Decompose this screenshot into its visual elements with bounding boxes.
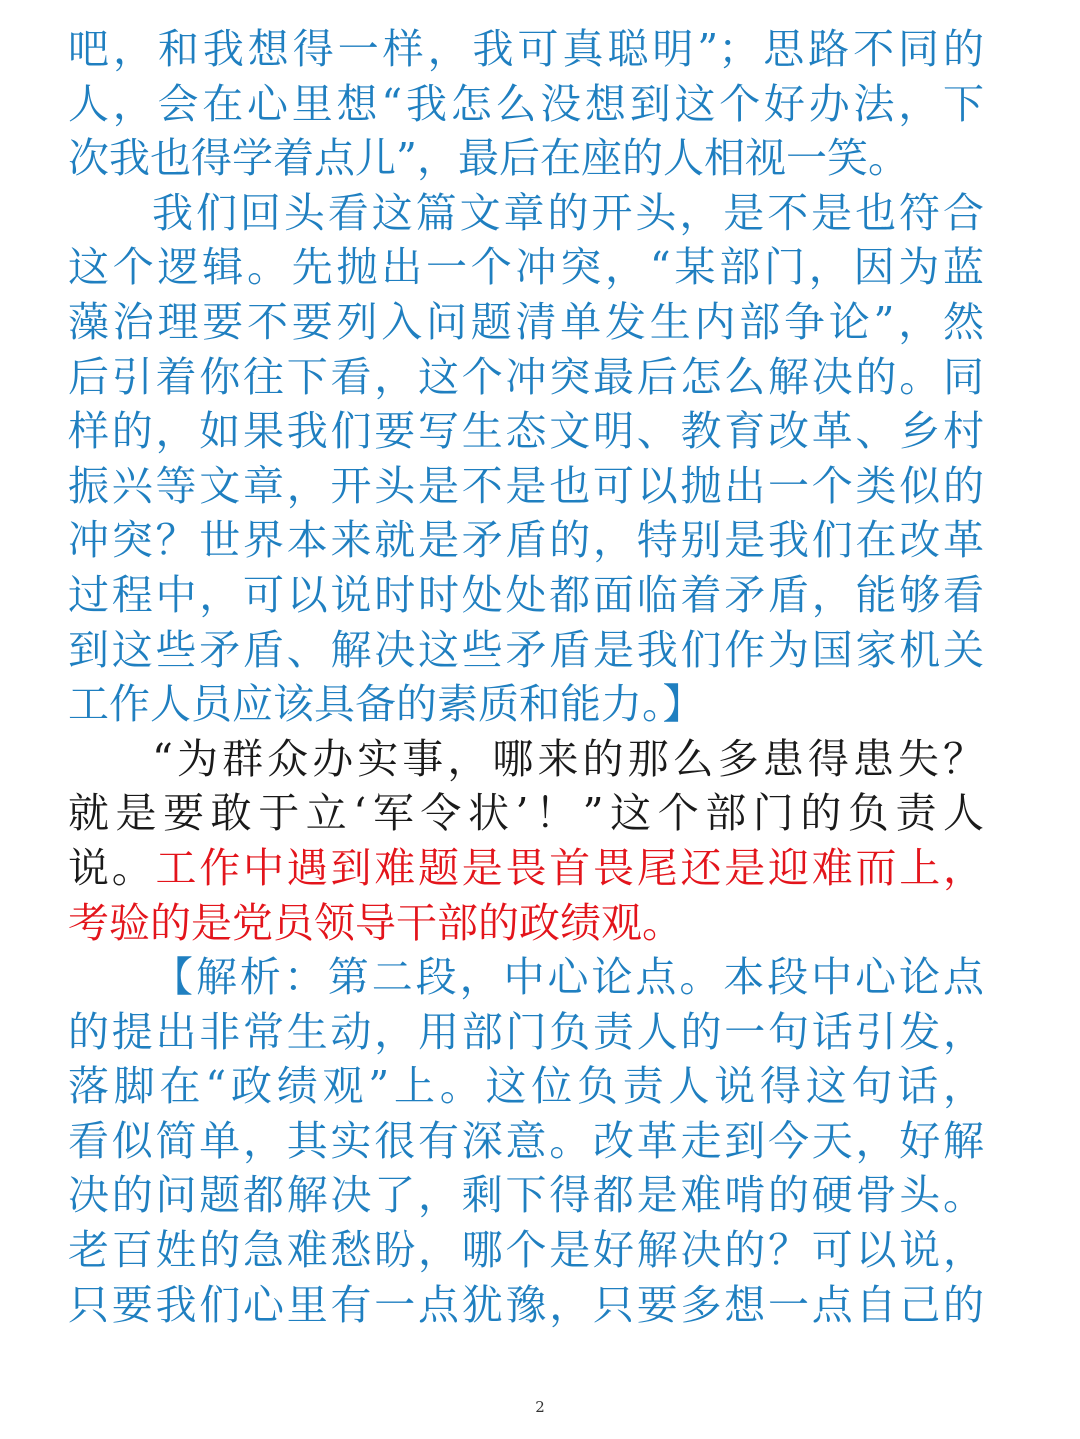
text-line: 看似简单，其实很有深意。改革走到今天，好解 [68, 1116, 984, 1165]
text-line: 振兴等文章，开头是不是也可以抛出一个类似的 [68, 461, 984, 510]
paragraph-analysis-second [68, 950, 984, 1332]
text-line: 次我也得学着点儿”，最后在座的人相视一笑。 [68, 134, 909, 183]
text-line: 我们回头看这篇文章的开头，是不是也符合 [152, 188, 984, 237]
text-line: 过程中，可以说时时处处都面临着矛盾，能够看 [68, 570, 984, 619]
text-line: 藻治理要不要列入问题清单发生内部争论”，然 [68, 297, 984, 346]
text-line: 决的问题都解决了，剩下得都是难啃的硬骨头。 [68, 1171, 984, 1220]
document-page [68, 22, 984, 1332]
text-line: 这个逻辑。先抛出一个冲突，“某部门，因为蓝 [68, 243, 984, 292]
text-line: 人，会在心里想“我怎么没想到这个好办法，下 [68, 79, 984, 128]
highlighted-thesis: 考验的是党员领导干部的政绩观。 [68, 898, 683, 947]
text-segment: 说。 [68, 843, 156, 892]
text-line: 落脚在“政绩观”上。这位负责人说得这句话， [68, 1062, 984, 1111]
text-line: 吧，和我想得一样，我可真聪明”；思路不同的 [68, 25, 984, 73]
text-line: 到这些矛盾、解决这些矛盾是我们作为国家机关 [68, 625, 984, 674]
text-line: 只要我们心里有一点犹豫，只要多想一点自己的 [68, 1280, 984, 1329]
text-line: 【解析：第二段，中心论点。本段中心论点 [152, 953, 984, 1002]
text-line: 冲突？世界本来就是矛盾的，特别是我们在改革 [68, 516, 984, 565]
text-line-mixed [68, 841, 984, 896]
paragraph-analysis-continued [68, 22, 984, 186]
text-line: 样的，如果我们要写生态文明、教育改革、乡村 [68, 407, 984, 456]
paragraph-opening-logic [68, 186, 984, 732]
highlighted-thesis: 工作中遇到难题是畏首畏尾还是迎难而上， [155, 843, 984, 892]
text-line: 后引着你往下看，这个冲突最后怎么解决的。同 [68, 352, 984, 401]
page-number: 2 [535, 1398, 545, 1416]
text-line: 就是要敢于立‘军令状’！”这个部门的负责人 [68, 789, 984, 838]
paragraph-quote [68, 732, 984, 950]
text-line: 的提出非常生动，用部门负责人的一句话引发， [68, 1007, 984, 1056]
text-line: “为群众办实事，哪来的那么多患得患失？ [152, 734, 984, 783]
text-line: 老百姓的急难愁盼，哪个是好解决的？可以说， [68, 1226, 984, 1275]
text-line: 工作人员应该具备的素质和能力。】 [68, 680, 704, 729]
